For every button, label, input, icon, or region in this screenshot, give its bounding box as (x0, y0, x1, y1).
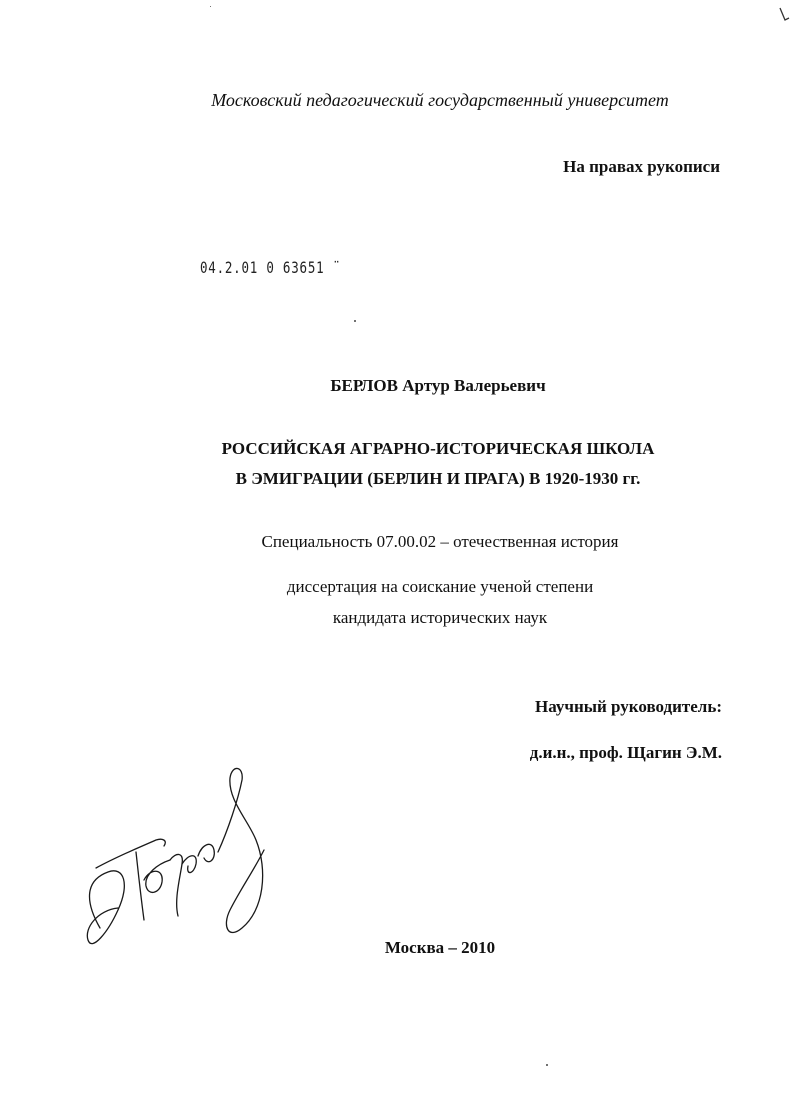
university-name: Московский педагогический государственный университет (211, 90, 669, 110)
manuscript-rights-note: На правах рукописи (563, 157, 720, 176)
dissertation-title-line-2: В ЭМИГРАЦИИ (БЕРЛИН И ПРАГА) В 1920-1930 гг. (235, 469, 641, 488)
corner-scan-mark (778, 6, 790, 24)
degree-line-2: кандидата исторических наук (332, 608, 548, 627)
advisor-name: д.и.н., проф. Щагин Э.М. (529, 743, 722, 762)
scan-speck (210, 6, 211, 7)
scan-speck (354, 320, 356, 322)
city-and-year: Москва – 2010 (384, 938, 496, 957)
specialty: Специальность 07.00.02 – отечественная история (261, 532, 619, 551)
author-name: БЕРЛОВ Артур Валерьевич (330, 376, 546, 395)
registration-code: 04.2.01 0 63651 ¨ (200, 258, 341, 277)
advisor-label: Научный руководитель: (535, 697, 722, 716)
dissertation-title-line-1: РОССИЙСКАЯ АГРАРНО-ИСТОРИЧЕСКАЯ ШКОЛА (221, 439, 655, 458)
scan-speck (546, 1064, 548, 1066)
degree-line-1: диссертация на соискание ученой степени (286, 577, 594, 596)
